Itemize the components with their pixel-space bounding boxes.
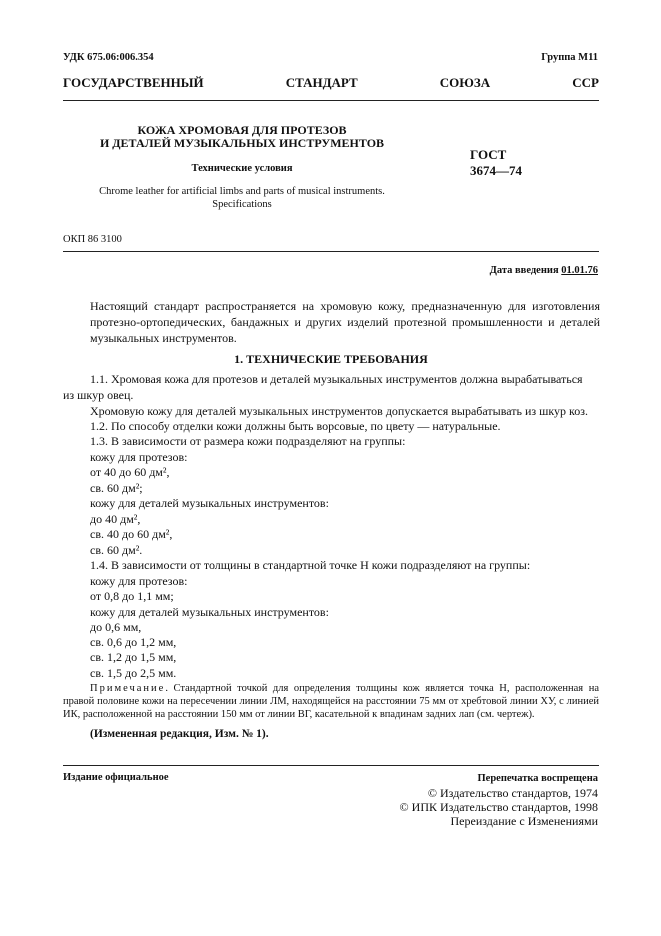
group-code: Группа М11 xyxy=(541,52,598,63)
body-line: 1.1. Хромовая кожа для протезов и деталей музыкальных инструментов должна вырабатываться xyxy=(90,372,583,386)
edition-note: (Измененная редакция, Изм. № 1). xyxy=(90,728,269,740)
date-label: Дата введения xyxy=(489,265,562,276)
body-line: 1.4. В зависимости от толщины в стандартной точке Н кожи подразделяют на группы: xyxy=(90,558,531,572)
title-line-1: КОЖА ХРОМОВАЯ ДЛЯ ПРОТЕЗОВ xyxy=(137,123,347,137)
standard-banner: ГОСУДАРСТВЕННЫЙ СТАНДАРТ СОЮЗА ССР xyxy=(63,75,599,90)
body-line: св. 1,2 до 1,5 мм, xyxy=(90,650,177,664)
body-line: 1.2. По способу отделки кожи должны быть ворсовые, по цвету — натуральные. xyxy=(90,419,501,433)
document-subtitle: Технические условия xyxy=(191,163,293,174)
body-line: до 0,6 мм, xyxy=(90,620,142,634)
title-line-2: И ДЕТАЛЕЙ МУЗЫКАЛЬНЫХ ИНСТРУМЕНТОВ xyxy=(99,136,385,150)
gost-label: ГОСТ xyxy=(470,147,507,162)
body-line: Хромовую кожу для деталей музыкальных инструментов допускается вырабатывать из шкур коз. xyxy=(90,404,588,418)
date-value: 01.01.76 xyxy=(561,265,598,276)
footer-rights xyxy=(400,772,598,828)
okp-code: ОКП 86 3100 xyxy=(63,234,122,245)
note-paragraph xyxy=(63,682,599,721)
note-text: . Стандартной точкой для определения толщины кож является точка Н, расположенная на правой половине кожи на пересечении линии ЛМ, находящейся на расстоянии 75 мм от хребтовой линии ХУ, с линией ИК, расположенной на расстоянии 150 мм от линии ВГ, касательной к впадинам задних лап (см. чертеж). xyxy=(63,683,599,720)
body-line: от 40 до 60 дм², xyxy=(90,465,170,479)
body-line: 1.3. В зависимости от размера кожи подразделяют на группы: xyxy=(90,434,406,448)
official-edition: Издание официальное xyxy=(63,772,169,783)
note-label: Примечание xyxy=(90,683,166,694)
copyright-1974: © Издательство стандартов, 1974 xyxy=(427,786,598,800)
body-line: св. 60 дм². xyxy=(90,543,143,557)
gost-number: 3674—74 xyxy=(470,163,522,178)
gost-designation xyxy=(470,147,522,179)
english-title-line-1: Chrome leather for artificial limbs and parts of musical instruments. xyxy=(99,186,385,197)
copyright-1998: © ИПК Издательство стандартов, 1998 xyxy=(399,800,598,814)
reissue-notice: Переиздание с Изменениями xyxy=(450,814,598,828)
title-divider xyxy=(63,251,599,252)
body-line: св. 60 дм²; xyxy=(90,481,143,495)
body-line: кожу для протезов: xyxy=(90,450,188,464)
effective-date xyxy=(490,265,598,276)
body-line: от 0,8 до 1,1 мм; xyxy=(90,589,174,603)
section-heading: 1. ТЕХНИЧЕСКИЕ ТРЕБОВАНИЯ xyxy=(234,352,428,366)
body-line: св. 0,6 до 1,2 мм, xyxy=(90,635,177,649)
body-line: из шкур овец. xyxy=(63,388,134,402)
body-line: до 40 дм², xyxy=(90,512,141,526)
english-title-line-2: Specifications xyxy=(212,199,272,210)
intro-text: Настоящий стандарт распространяется на хромовую кожу, предназначенную для изготовления протезно-ортопедических, бандажных и других изделий протезной промышленности и деталей музыкальных инструментов. xyxy=(90,299,600,345)
reprint-notice: Перепечатка воспрещена xyxy=(477,773,598,784)
footer-divider xyxy=(63,765,599,766)
document-title xyxy=(63,124,421,150)
body-line: кожу для деталей музыкальных инструментов: xyxy=(90,496,329,510)
banner-divider xyxy=(63,100,599,101)
body-line: кожу для деталей музыкальных инструментов: xyxy=(90,605,329,619)
body-line: св. 40 до 60 дм², xyxy=(90,527,173,541)
body-line: св. 1,5 до 2,5 мм. xyxy=(90,666,177,680)
intro-paragraph xyxy=(90,298,600,346)
body-line: кожу для протезов: xyxy=(90,574,188,588)
udk-code: УДК 675.06:006.354 xyxy=(63,52,154,63)
english-title xyxy=(63,185,421,211)
